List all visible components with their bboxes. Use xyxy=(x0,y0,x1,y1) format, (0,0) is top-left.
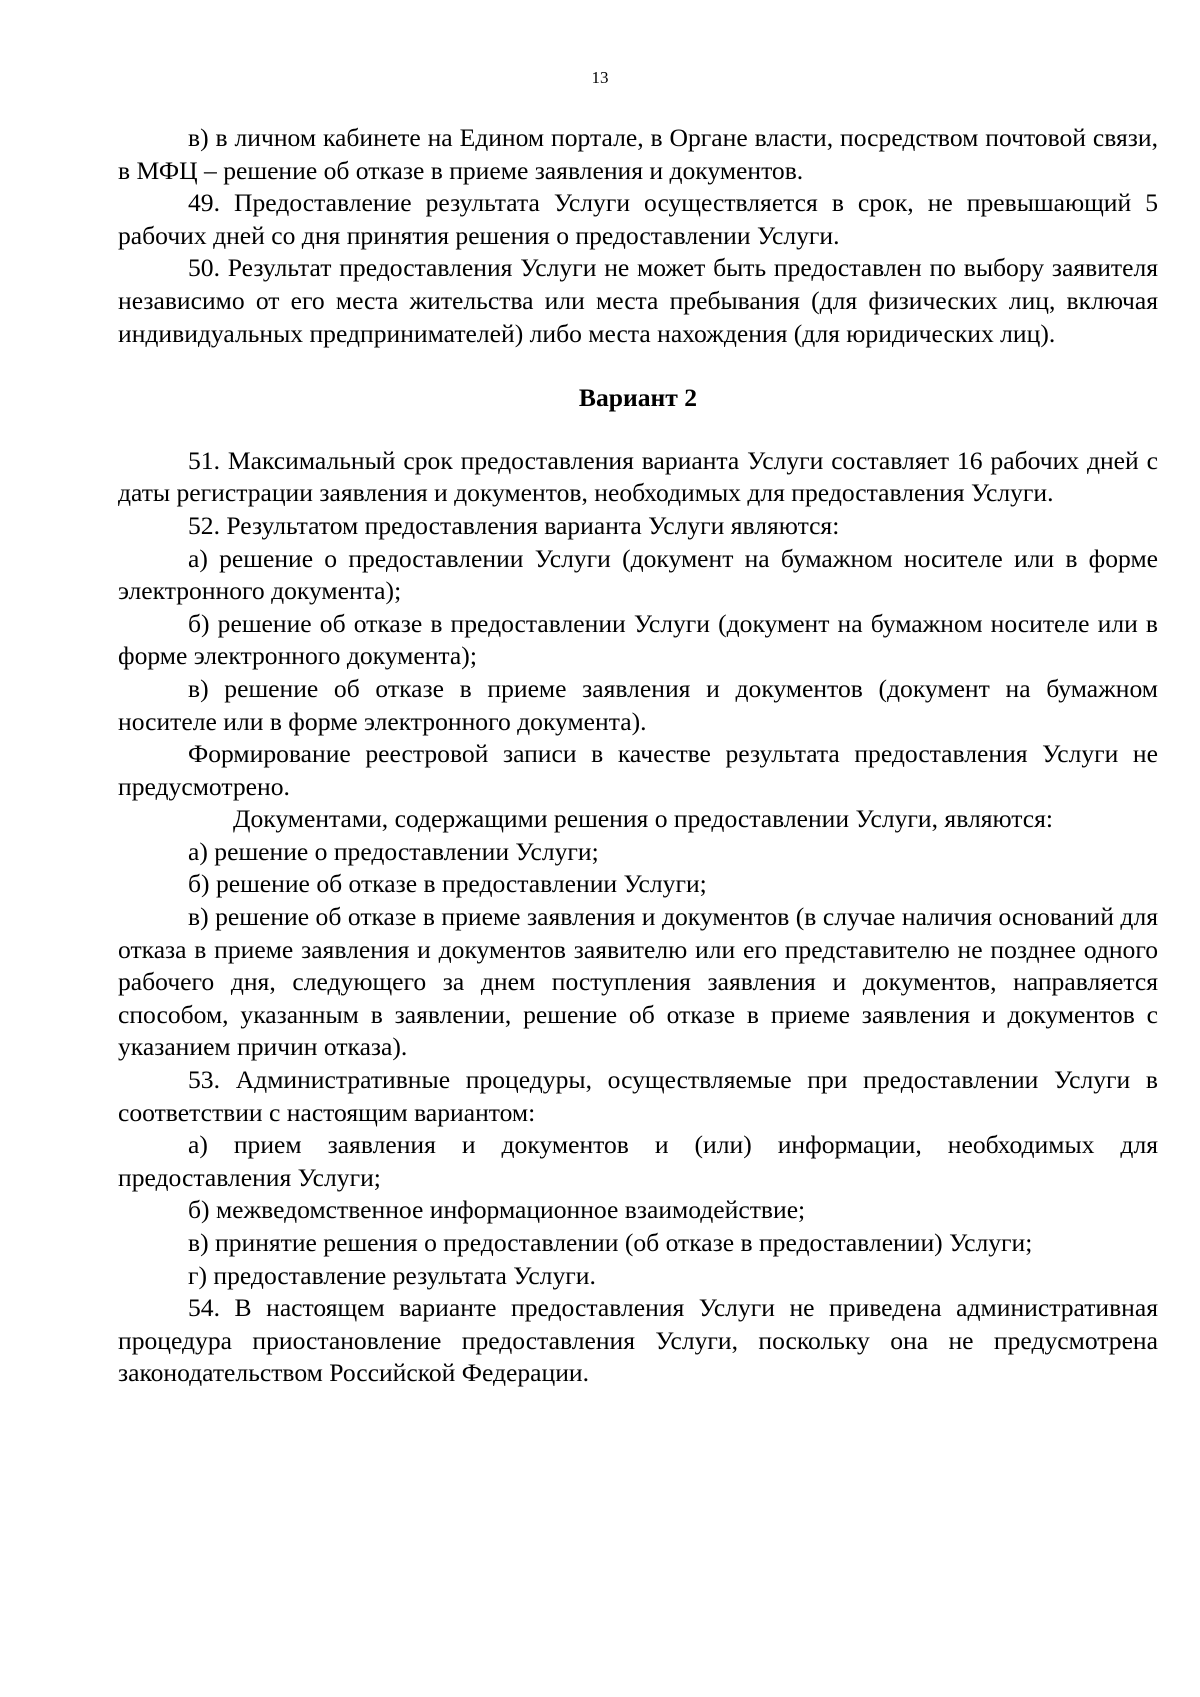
document-body xyxy=(118,122,1158,1390)
paragraph-documents-b: б) решение об отказе в предоставлении Услуги; xyxy=(188,869,707,899)
page-number: 13 xyxy=(591,68,609,87)
paragraph-item-v: в) в личном кабинете на Едином портале, в Органе власти, посредством почтовой связи, в МФЦ – решение об отказе в приеме заявления и документов. xyxy=(118,123,1158,185)
paragraph-registry-record: Формирование реестровой записи в качестве результата предоставления Услуги не предусмотрено. xyxy=(118,739,1158,801)
paragraph-53-a: а) прием заявления и документов и (или) информации, необходимых для предоставления Услуги; xyxy=(118,1130,1158,1192)
paragraph-52-v: в) решение об отказе в приеме заявления и документов (документ на бумажном носителе или в форме электронного документа). xyxy=(118,673,1158,736)
paragraph-53-v: в) принятие решения о предоставлении (об отказе в предоставлении) Услуги; xyxy=(188,1228,1033,1257)
paragraph-documents-intro: Документами, содержащими решения о предоставлении Услуги, являются: xyxy=(233,804,1054,834)
section-heading: Вариант 2 xyxy=(578,383,698,413)
paragraph-49: 49. Предоставление результата Услуги осуществляется в срок, не превышающий 5 рабочих дней со дня принятия решения о предоставлении Услуги. xyxy=(118,188,1158,250)
paragraph-52-a: а) решение о предоставлении Услуги (документ на бумажном носителе или в форме электронного документа); xyxy=(118,543,1158,606)
paragraph-50: 50. Результат предоставления Услуги не может быть предоставлен по выбору заявителя независимо от его места жительства или места пребывания (для физических лиц, включая индивидуальных предпринимателей) либо места нахождения (для юридических лиц). xyxy=(118,253,1158,348)
paragraph-53-b: б) межведомственное информационное взаимодействие; xyxy=(188,1195,806,1225)
paragraph-documents-v: в) решение об отказе в приеме заявления и документов (в случае наличия оснований для отказа в приеме заявления и документов заявителю или его представителю не позднее одного рабочего дня, следующего за днем поступления заявления и документов, направляется способом, указанным в заявлении, решение об отказе в приеме заявления и документов с указанием причин отказа). xyxy=(118,902,1158,1062)
paragraph-52: 52. Результатом предоставления варианта Услуги являются: xyxy=(188,510,840,540)
paragraph-51: 51. Максимальный срок предоставления варианта Услуги составляет 16 рабочих дней с даты регистрации заявления и документов, необходимых для предоставления Услуги. xyxy=(118,445,1158,508)
paragraph-53: 53. Административные процедуры, осуществляемые при предоставлении Услуги в соответствии с настоящим вариантом: xyxy=(118,1065,1158,1127)
paragraph-52-b: б) решение об отказе в предоставлении Услуги (документ на бумажном носителе или в форме электронного документа); xyxy=(118,608,1158,671)
paragraph-54: 54. В настоящем варианте предоставления Услуги не приведена административная процедура приостановление предоставления Услуги, поскольку она не предусмотрена законодательством Российской Федерации. xyxy=(118,1293,1158,1388)
paragraph-documents-a: а) решение о предоставлении Услуги; xyxy=(188,836,599,866)
paragraph-53-g: г) предоставление результата Услуги. xyxy=(188,1260,596,1290)
